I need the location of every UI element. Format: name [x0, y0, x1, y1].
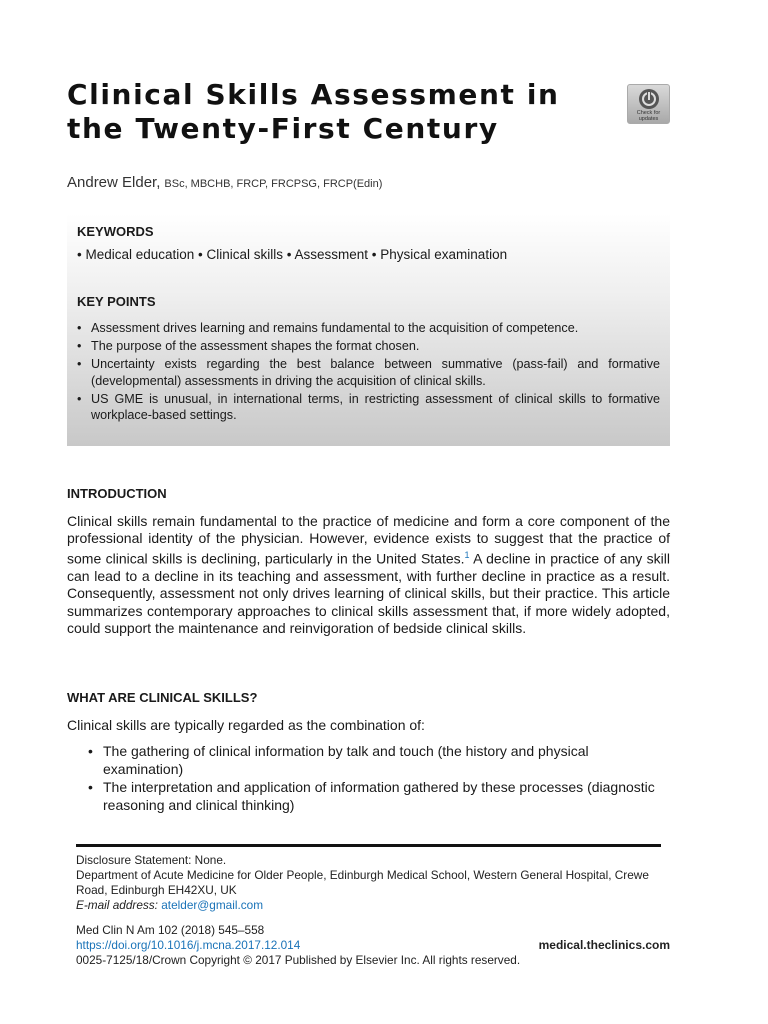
key-point-item: • Assessment drives learning and remains fundamental to the acquisition of competence.: [77, 320, 660, 337]
article-title: Clinical Skills Assessment in the Twenty-First Century: [67, 78, 560, 145]
key-point-item: • The purpose of the assessment shapes the format chosen.: [77, 338, 660, 355]
intro-text-b: A decline in practice of any skill can lead to a decline in its teaching and assessment, with further decline in practice as a result. Consequently, assessment not only drives learning of clinical skills, but their practice. This article summarizes contemporary approaches to clinical skills assessment that, if more widely adopted, could support the maintenance and reinvigoration of bedside clinical skills.: [67, 551, 670, 636]
check-updates-icon: [638, 88, 660, 110]
check-for-updates-badge[interactable]: [627, 84, 670, 124]
email-link[interactable]: atelder@gmail.com: [161, 898, 264, 912]
disclosure-statement: Disclosure Statement: None.: [76, 853, 227, 867]
affiliation: Department of Acute Medicine for Older People, Edinburgh Medical School, Western General Hospital, Crewe Road, Edinburgh EH42XU, UK: [76, 868, 649, 897]
author-credentials: BSc, MBCHB, FRCP, FRCPSG, FRCP(Edin): [164, 178, 383, 190]
clinical-skills-list: [88, 743, 670, 815]
key-points-heading: KEY POINTS: [77, 294, 156, 309]
key-points-list: [77, 320, 660, 424]
copyright-line: 0025-7125/18/Crown Copyright © 2017 Published by Elsevier Inc. All rights reserved.: [76, 953, 521, 967]
clinical-skills-lead: Clinical skills are typically regarded as the combination of:: [67, 717, 425, 733]
keywords-heading: KEYWORDS: [77, 224, 154, 239]
keywords-text: • Medical education • Clinical skills • Assessment • Physical examination: [77, 247, 508, 262]
key-point-item: • US GME is unusual, in international terms, in restricting assessment of clinical skills to formative workplace-based settings.: [77, 391, 660, 424]
introduction-heading: INTRODUCTION: [67, 486, 167, 501]
badge-line2: updates: [638, 116, 659, 122]
journal-citation: Med Clin N Am 102 (2018) 545–558: [76, 923, 265, 937]
what-are-clinical-skills-heading: WHAT ARE CLINICAL SKILLS?: [67, 690, 258, 705]
journal-website[interactable]: medical.theclinics.com: [538, 938, 670, 952]
list-item: • The gathering of clinical information by talk and touch (the history and physical examination): [88, 743, 670, 778]
intro-text-a: Clinical skills remain fundamental to the practice of medicine and form a core component of the professional identity of the physician. However, evidence exists to suggest that the practice of some clinical skills is declining, particularly in the United States.: [67, 513, 670, 568]
list-item: • The interpretation and application of information gathered by these processes (diagnostic reasoning and clinical thinking): [88, 779, 670, 814]
footnote-divider: [76, 844, 661, 847]
reference-link[interactable]: 1: [464, 550, 470, 561]
author-line: [67, 174, 382, 191]
doi-link[interactable]: https://doi.org/10.1016/j.mcna.2017.12.014: [76, 938, 301, 952]
introduction-paragraph: [67, 513, 670, 637]
email-line: [76, 898, 670, 913]
key-point-item: • Uncertainty exists regarding the best balance between summative (pass-fail) and formative (developmental) assessments in driving the acquisition of clinical skills.: [77, 356, 660, 389]
keywords-keypoints-box: [67, 214, 670, 446]
badge-line1: Check for: [636, 110, 661, 116]
author-name: Andrew Elder,: [67, 174, 161, 191]
email-label: E-mail address:: [76, 898, 158, 912]
